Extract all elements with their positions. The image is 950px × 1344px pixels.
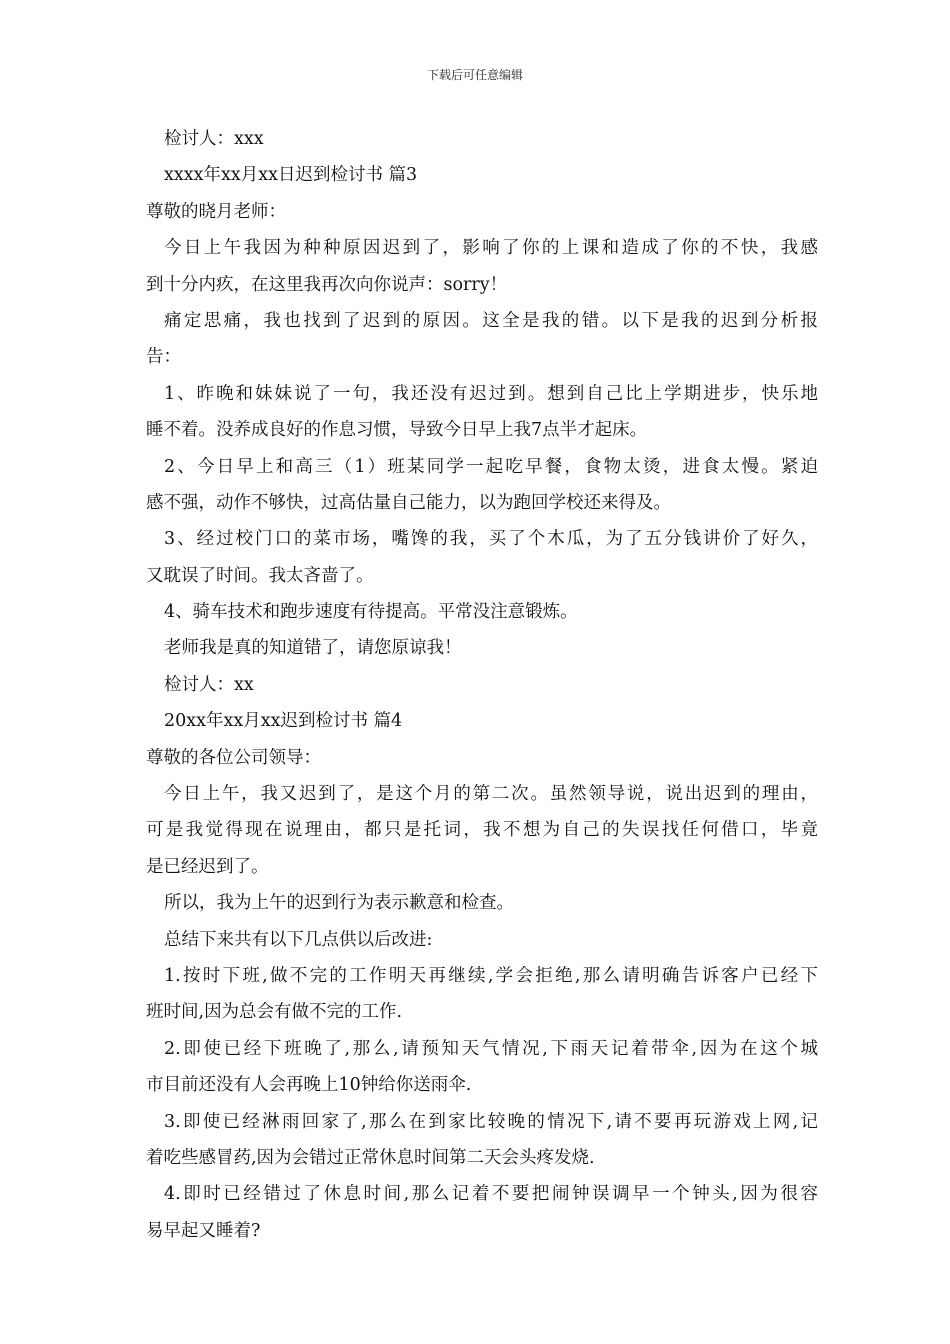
page-header: 下载后可任意编辑 — [426, 68, 523, 82]
text-line: 老师我是真的知道错了，请您原谅我！ — [164, 638, 462, 659]
text-line: 3、经过校门口的菜市场，嘴馋的我，买了个木瓜，为了五分钱讲价了好久， — [164, 529, 818, 550]
text-line: 检讨人：xxx — [164, 129, 264, 149]
text-line: 20xx年xx月xx迟到检讨书 篇4 — [164, 711, 403, 732]
text-line: 尊敬的各位公司领导： — [146, 747, 321, 768]
text-line: 班时间,因为总会有做不完的工作. — [146, 1002, 403, 1023]
text-line: 又耽误了时间。我太吝啬了。 — [146, 565, 374, 586]
text-line: 到十分内疚，在这里我再次向你说声：sorry！ — [146, 274, 508, 295]
document-body — [146, 121, 818, 1249]
text-line: 尊敬的晓月老师： — [146, 201, 286, 222]
text-line: 今日上午我因为种种原因迟到了，影响了你的上课和造成了你的不快，我感 — [164, 238, 818, 259]
text-line: 检讨人：xx — [164, 674, 254, 695]
text-line: 可是我觉得现在说理由，都只是托词，我不想为自己的失误找任何借口，毕竟 — [146, 820, 818, 841]
text-line: 所以，我为上午的迟到行为表示歉意和检查。 — [164, 893, 514, 914]
text-line: 4、骑车技术和跑步速度有待提高。平常没注意锻炼。 — [164, 602, 578, 623]
text-line: 痛定思痛，我也找到了迟到的原因。这全是我的错。以下是我的迟到分析报 — [164, 310, 818, 331]
text-line: 告： — [146, 347, 181, 368]
text-line: 睡不着。没养成良好的作息习惯，导致今日早上我7点半才起床。 — [146, 420, 648, 441]
text-line: 3.即使已经淋雨回家了,那么在到家比较晚的情况下,请不要再玩游戏上网,记 — [164, 1111, 818, 1132]
text-line: xxxx年xx月xx日迟到检讨书 篇3 — [164, 165, 418, 186]
text-line: 总结下来共有以下几点供以后改进: — [164, 929, 433, 950]
text-line: 感不强，动作不够快，过高估量自己能力，以为跑回学校还来得及。 — [146, 492, 671, 513]
text-line: 4.即时已经错过了休息时间,那么记着不要把闹钟误调早一个钟头,因为很容 — [164, 1184, 818, 1205]
text-line: 今日上午，我又迟到了，是这个月的第二次。虽然领导说，说出迟到的理由， — [164, 784, 818, 805]
text-line: 易早起又睡着? — [146, 1220, 261, 1241]
text-line: 市目前还没有人会再晚上10钟给你送雨伞. — [146, 1075, 472, 1096]
text-line: 1.按时下班,做不完的工作明天再继续,学会拒绝,那么请明确告诉客户已经下 — [164, 965, 818, 986]
text-line: 是已经迟到了。 — [146, 856, 269, 877]
text-line: 2.即使已经下班晚了,那么,请预知天气情况,下雨天记着带伞,因为在这个城 — [164, 1038, 818, 1059]
text-line: 1、昨晚和妹妹说了一句，我还没有迟过到。想到自己比上学期进步，快乐地 — [164, 383, 818, 404]
text-line: 2、今日早上和高三（1）班某同学一起吃早餐，食物太烫，进食太慢。紧迫 — [164, 456, 818, 477]
text-line: 着吃些感冒药,因为会错过正常休息时间第二天会头疼发烧. — [146, 1147, 595, 1168]
